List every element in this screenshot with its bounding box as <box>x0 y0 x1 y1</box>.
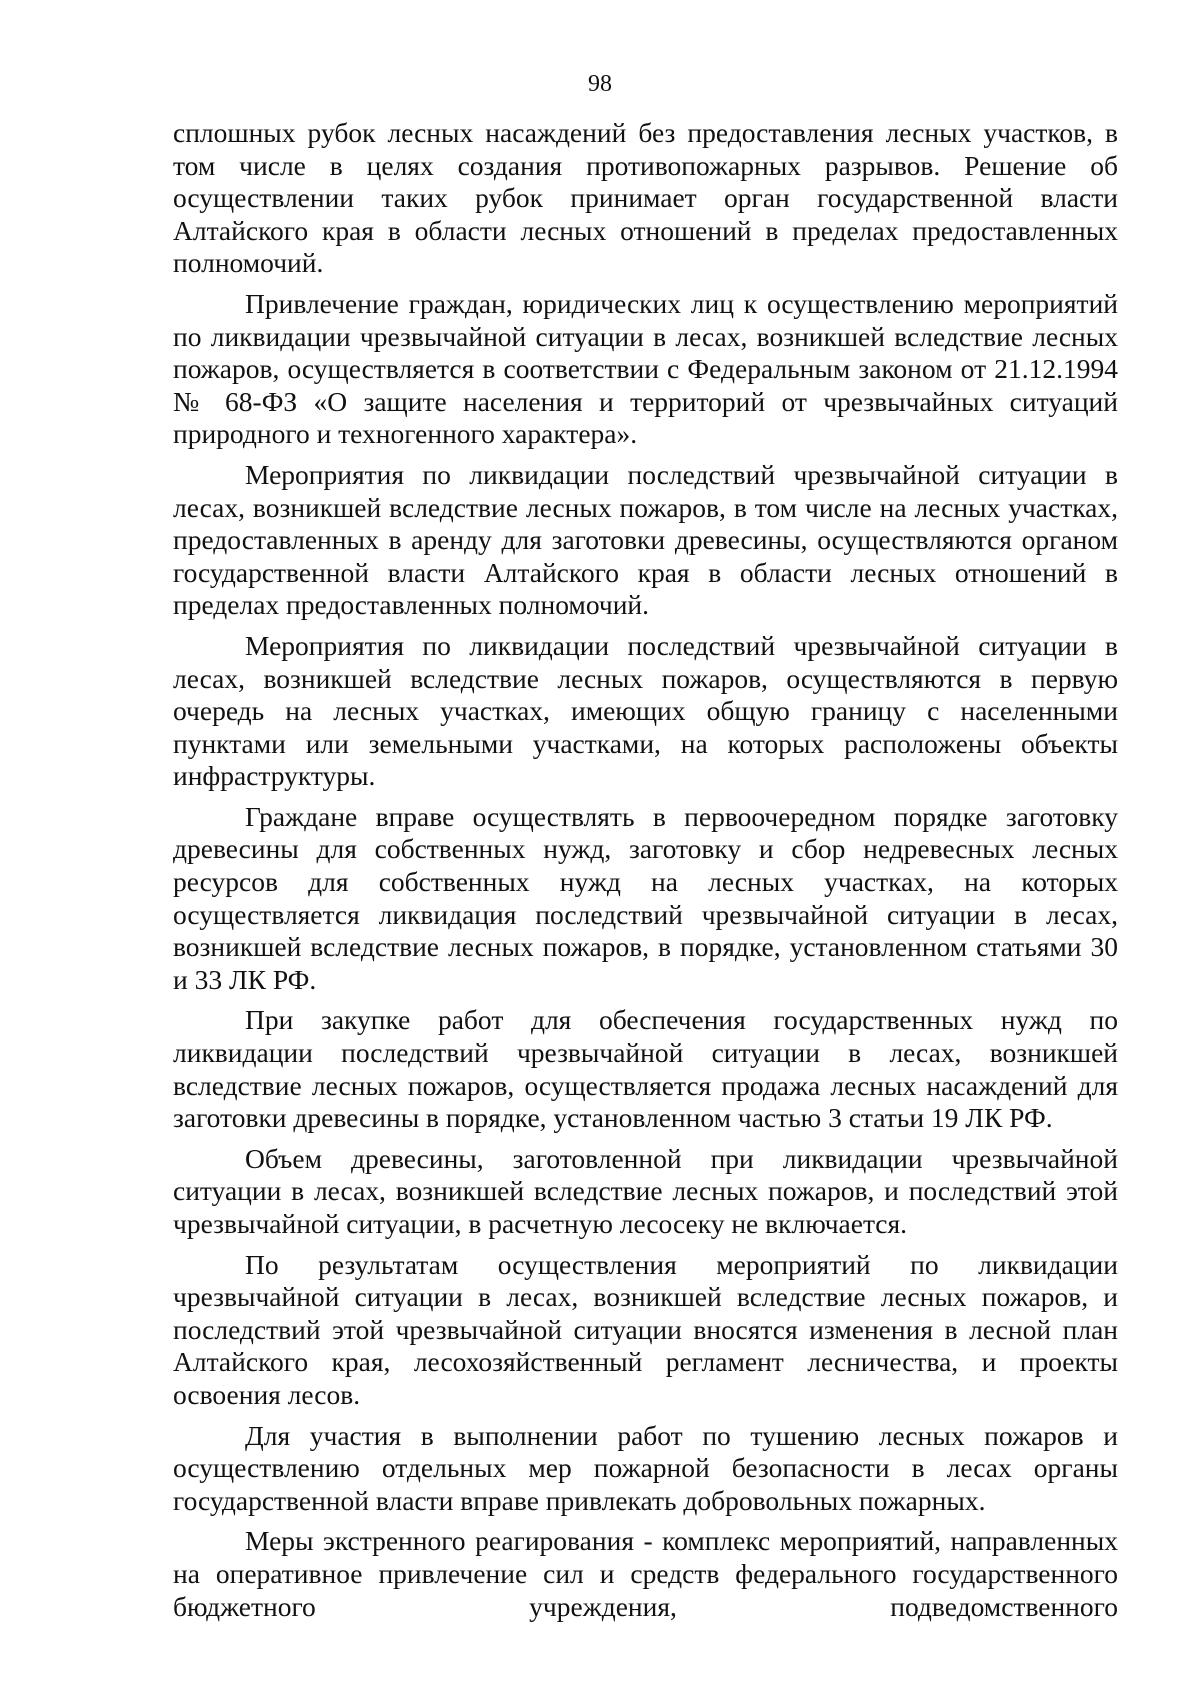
paragraph: При закупке работ для обеспечения государственных нужд по ликвидации последствий чрезвычайной ситуации в лесах, возникшей вследствие лесных пожаров, осуществляется продажа лесных насаждений для заготовки древесины в порядке, установленном частью 3 статьи 19 ЛК РФ. <box>173 1004 1118 1134</box>
page-number: 98 <box>588 71 612 97</box>
paragraph: Для участия в выполнении работ по тушению лесных пожаров и осуществлению отдельных мер пожарной безопасности в лесах органы государственной власти вправе привлекать добровольных пожарных. <box>173 1419 1118 1516</box>
paragraph: Мероприятия по ликвидации последствий чрезвычайной ситуации в лесах, возникшей вследствие лесных пожаров, в том числе на лесных участках, предоставленных в аренду для заготовки древесины, осуществляются органом государственной власти Алтайского края в области лесных отношений в пределах предоставленных полномочий. <box>173 458 1118 621</box>
paragraph-continuation: сплошных рубок лесных насаждений без предоставления лесных участков, в том числе в целях создания противопожарных разрывов. Решение об осуществлении таких рубок принимает орган государственной власти Алтайского края в области лесных отношений в пределах предоставленных полномочий. <box>173 117 1118 279</box>
paragraph: Граждане вправе осуществлять в первоочередном порядке заготовку древесины для собственных нужд, заготовку и сбор недревесных лесных ресурсов для собственных нужд на лесных участках, на которых осуществляется ликвидация последствий чрезвычайной ситуации в лесах, возникшей вследствие лесных пожаров, в порядке, установленном статьями 30 и 33 ЛК РФ. <box>173 800 1118 995</box>
paragraph: Привлечение граждан, юридических лиц к осуществлению мероприятий по ликвидации чрезвычайной ситуации в лесах, возникшей вследствие лесных пожаров, осуществляется в соответствии с Федеральным законом от 21.12.1994 № 68-ФЗ «О защите населения и территорий от чрезвычайных ситуаций природного и техногенного характера». <box>173 287 1118 450</box>
document-body <box>173 117 1118 1631</box>
paragraph-continues-next-page: Меры экстренного реагирования - комплекс мероприятий, направленных на оперативное привлечение сил и средств федерального государственного бюджетного учреждения, подведомственного <box>173 1525 1118 1622</box>
paragraph: По результатам осуществления мероприятий по ликвидации чрезвычайной ситуации в лесах, возникшей вследствие лесных пожаров, и последствий этой чрезвычайной ситуации вносятся изменения в лесной план Алтайского края, лесохозяйственный регламент лесничества, и проекты освоения лесов. <box>173 1248 1118 1410</box>
paragraph: Объем древесины, заготовленной при ликвидации чрезвычайной ситуации в лесах, возникшей вследствие лесных пожаров, и последствий этой чрезвычайной ситуации, в расчетную лесосеку не включается. <box>173 1142 1118 1239</box>
paragraph: Мероприятия по ликвидации последствий чрезвычайной ситуации в лесах, возникшей вследствие лесных пожаров, осуществляются в первую очередь на лесных участках, имеющих общую границу с населенными пунктами или земельными участками, на которых расположены объекты инфраструктуры. <box>173 629 1118 792</box>
